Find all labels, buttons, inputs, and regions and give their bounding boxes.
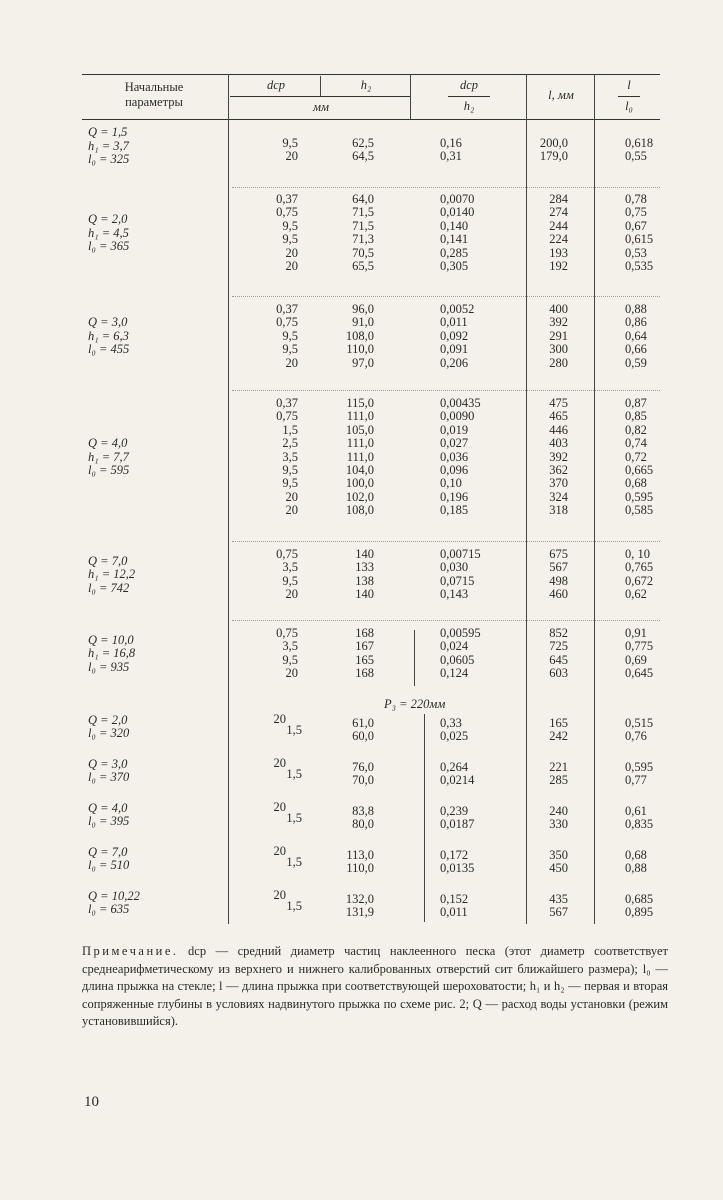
- group-5-ratio-cell: 0,00715: [440, 547, 481, 561]
- group-4-l-cell: 446: [549, 422, 568, 437]
- group-6-d-cell: 9,5: [282, 652, 298, 667]
- group-3-h2-cell: 96,0: [352, 302, 374, 316]
- group-3-l-cell: 280: [549, 355, 568, 370]
- header-params-line1: Начальные: [124, 80, 184, 94]
- group-3-d-cell: 20: [285, 355, 298, 370]
- group-6-h2-cell: 168: [355, 626, 374, 640]
- group-3-ratio-cell: 0,206: [440, 355, 469, 370]
- group-2-d-cell: 20: [285, 259, 298, 273]
- header-ratio-top: [412, 78, 526, 93]
- table-header-rule: [82, 119, 660, 120]
- group-5-ratio-cell: 0,0715: [440, 573, 475, 588]
- group-2-ratio-cell: 0,0140: [440, 205, 475, 220]
- group-5-l-cell: 567: [549, 560, 568, 575]
- group-6-lr-cell: 0,645: [625, 666, 654, 681]
- group-2-d-cell: 9,5: [282, 218, 298, 233]
- col-line-1b: [320, 76, 321, 96]
- block2-group-3-ratio-cell: 0,0187: [440, 817, 475, 832]
- group-3-l-cell: 392: [549, 315, 568, 330]
- group-5-lr-cell: 0,62: [625, 587, 647, 602]
- group-3-lr-cell: 0,86: [625, 315, 647, 330]
- page-number: 10: [84, 1094, 99, 1110]
- group-4-h2-cell: 115,0: [346, 396, 374, 410]
- block2-group-3-lr-cell: 0,835: [625, 817, 654, 832]
- group-5-l-cell: 675: [549, 547, 568, 561]
- header-params: [84, 80, 224, 110]
- group-6-l-cell: 852: [549, 626, 568, 640]
- group-5-lr-cell: 0, 10: [625, 547, 650, 561]
- header-d-cp-text: dср: [266, 78, 286, 92]
- group-2-d-cell: 0,37: [276, 192, 298, 206]
- group-4-l-cell: 392: [549, 449, 568, 464]
- group-4-d-cell: 1,5: [282, 422, 298, 437]
- group-5-h2-cell: 133: [355, 560, 374, 575]
- group-2-lr-cell: 0,535: [625, 259, 654, 273]
- group-3-ratio-cell: 0,092: [440, 328, 469, 343]
- group-4-ratio-cell: 0,096: [440, 463, 469, 477]
- group-6-lr-cell: 0,69: [625, 652, 647, 667]
- group-4-d-cell: 9,5: [282, 476, 298, 491]
- block2-group-4-lr-cell: 0,68: [625, 848, 647, 862]
- group-2-l-cell: 224: [549, 232, 568, 247]
- block2-group-1-l-cell: 242: [549, 729, 568, 744]
- group-separator: [232, 541, 660, 542]
- group-4-ratio-cell: 0,0090: [440, 409, 475, 424]
- group-3-l-cell: 400: [549, 302, 568, 316]
- group-1-d-cell: 20: [285, 149, 298, 164]
- group-1-h2-cell: 64,5: [352, 149, 374, 164]
- group-4-lr-cell: 0,665: [625, 463, 654, 477]
- group-3-h2-cell: 91,0: [352, 315, 374, 330]
- p3-label: P₃ = 220мм: [384, 697, 446, 711]
- group-6-lr-cell: 0,775: [625, 639, 654, 654]
- block2-group-3-params: Q = 4,0 l₀ = 395: [88, 801, 130, 829]
- block2-group-2-h2-cell: 76,0: [352, 760, 374, 774]
- group-2-lr-cell: 0,53: [625, 245, 647, 260]
- group-4-h2-cell: 108,0: [345, 503, 374, 518]
- group-2-ratio-cell: 0,305: [440, 259, 469, 273]
- group-6-ratio-cell: 0,024: [440, 639, 469, 654]
- group-4-h2-cell: 111,0: [346, 436, 374, 451]
- block2-group-5-d-cell: 1,5: [286, 899, 302, 913]
- group-separator: [232, 390, 660, 391]
- col-line-2: [410, 74, 411, 120]
- block2-ratio-line: [424, 714, 425, 922]
- group-2-l-cell: 274: [549, 205, 568, 220]
- block2-group-3-ratio-cell: 0,239: [440, 804, 469, 818]
- block2-group-5-ratio-cell: 0,152: [440, 892, 469, 906]
- block2-group-5-lr-cell: 0,895: [625, 905, 654, 920]
- group-6-params: Q = 10,0 h₁ = 16,8 l₀ = 935: [88, 632, 136, 674]
- table-top-rule: [82, 74, 660, 75]
- block2-group-4-ratio-cell: 0,172: [440, 848, 469, 862]
- group-4-ratio-cell: 0,10: [440, 476, 462, 491]
- block2-group-4-h2-cell: 113,0: [346, 848, 374, 862]
- block2-group-4-d-cell: 20: [273, 844, 286, 858]
- group-4-ratio-cell: 0,185: [440, 503, 469, 518]
- group-4-lr-cell: 0,595: [625, 489, 654, 504]
- block2-group-4-d-cell: 1,5: [286, 855, 302, 869]
- group-2-h2-cell: 70,5: [352, 245, 374, 260]
- group-1-lr-cell: 0,55: [625, 149, 647, 164]
- block2-group-5-params: Q = 10,22 l₀ = 635: [88, 889, 140, 917]
- group-3-lr-cell: 0,88: [625, 302, 647, 316]
- group-2-lr-cell: 0,67: [625, 218, 647, 233]
- group-3-ratio-cell: 0,011: [440, 315, 468, 330]
- group-5-lr-cell: 0,672: [625, 573, 654, 588]
- l-ratio-fraction-line: [618, 96, 640, 97]
- group-1-h2-cell: 62,5: [352, 136, 374, 150]
- block2-group-4-lr-cell: 0,88: [625, 861, 647, 876]
- block2-group-4-ratio-cell: 0,0135: [440, 861, 475, 876]
- block2-group-3-d-cell: 20: [273, 800, 286, 814]
- group-4-ratio-cell: 0,036: [440, 449, 469, 464]
- block2-group-1-h2-cell: 60,0: [352, 729, 374, 744]
- group-4-lr-cell: 0,74: [625, 436, 647, 451]
- header-ratio-bottom-text: h₂: [463, 99, 475, 113]
- group-4-ratio-cell: 0,196: [440, 489, 469, 504]
- group-4-params: Q = 4,0 h₁ = 7,7 l₀ = 595: [88, 436, 130, 477]
- header-l-mm-text: l, мм: [548, 88, 574, 102]
- group-3-d-cell: 9,5: [282, 328, 298, 343]
- group-4-l-cell: 370: [549, 476, 568, 491]
- group-4-l-cell: 475: [549, 396, 568, 410]
- block2-group-1-ratio-cell: 0,025: [440, 729, 469, 744]
- block2-group-2-params: Q = 3,0 l₀ = 370: [88, 757, 130, 785]
- group-3-ratio-cell: 0,0052: [440, 302, 475, 316]
- group-2-lr-cell: 0,615: [625, 232, 654, 247]
- block2-group-5-l-cell: 435: [549, 892, 568, 906]
- group-1-ratio-cell: 0,31: [440, 149, 462, 164]
- group-separator: [232, 187, 660, 188]
- block2-group-2-l-cell: 221: [549, 760, 568, 774]
- group-5-l-cell: 460: [549, 587, 568, 602]
- group-6-ratio-cell: 0,124: [440, 666, 469, 681]
- header-mm-text: мм: [313, 100, 329, 114]
- group-2-l-cell: 244: [549, 218, 568, 233]
- group-3-h2-cell: 110,0: [346, 342, 374, 357]
- mm-span-rule: [230, 96, 410, 97]
- group-2-h2-cell: 71,3: [352, 232, 374, 247]
- group-4-lr-cell: 0,85: [625, 409, 647, 424]
- group-2-ratio-cell: 0,285: [440, 245, 469, 260]
- group-4-ratio-cell: 0,019: [440, 422, 469, 437]
- block2-group-1-ratio-cell: 0,33: [440, 716, 462, 730]
- group-5-ratio-cell: 0,030: [440, 560, 469, 575]
- block2-group-5-h2-cell: 132,0: [345, 892, 374, 906]
- group-1-lr-cell: 0,618: [625, 136, 654, 150]
- group-4-l-cell: 465: [549, 409, 568, 424]
- block2-group-5-l-cell: 567: [549, 905, 568, 920]
- header-mm: [232, 100, 410, 115]
- block2-group-3-l-cell: 330: [549, 817, 568, 832]
- group-4-lr-cell: 0,87: [625, 396, 647, 410]
- group-6-l-cell: 645: [549, 652, 568, 667]
- group-4-d-cell: 0,37: [276, 396, 298, 410]
- block2-group-4-h2-cell: 110,0: [346, 861, 374, 876]
- block2-group-5-lr-cell: 0,685: [625, 892, 654, 906]
- group-4-h2-cell: 100,0: [345, 476, 374, 491]
- group-4-d-cell: 9,5: [282, 463, 298, 477]
- header-h2: [322, 78, 410, 93]
- table-note: [82, 943, 668, 1031]
- group-3-l-cell: 291: [549, 328, 568, 343]
- block2-group-4-l-cell: 450: [549, 861, 568, 876]
- col-line-4: [594, 74, 595, 924]
- block2-group-2-l-cell: 285: [549, 773, 568, 788]
- group-6-d-cell: 3,5: [282, 639, 298, 654]
- group-4-ratio-cell: 0,00435: [440, 396, 481, 410]
- header-ratio-top-text: dср: [459, 78, 479, 92]
- header-params-line2: параметры: [125, 95, 183, 109]
- block2-group-5-ratio-cell: 0,011: [440, 905, 468, 920]
- group-6-ratio-cell: 0,00595: [440, 626, 481, 640]
- group-3-params: Q = 3,0 h₁ = 6,3 l₀ = 455: [88, 315, 130, 357]
- group-4-h2-cell: 111,0: [346, 409, 374, 424]
- group-4-d-cell: 20: [285, 489, 298, 504]
- block2-group-1-params: Q = 2,0 l₀ = 320: [88, 713, 130, 741]
- block2-group-2-d-cell: 1,5: [286, 767, 302, 781]
- group-3-lr-cell: 0,66: [625, 342, 647, 357]
- block2-group-3-h2-cell: 80,0: [352, 817, 374, 832]
- group-2-ratio-cell: 0,140: [440, 218, 469, 233]
- block2-group-3-h2-cell: 83,8: [352, 804, 374, 818]
- group-4-d-cell: 20: [285, 503, 298, 518]
- group-2-ratio-cell: 0,141: [440, 232, 469, 247]
- group-5-d-cell: 9,5: [282, 573, 298, 588]
- group-2-l-cell: 192: [549, 259, 568, 273]
- group-2-l-cell: 193: [549, 245, 568, 260]
- group-2-params: Q = 2,0 h₁ = 4,5 l₀ = 365: [88, 212, 130, 253]
- group-4-h2-cell: 104,0: [345, 463, 374, 477]
- group-2-h2-cell: 65,5: [352, 259, 374, 273]
- block2-group-3-lr-cell: 0,61: [625, 804, 647, 818]
- group-3-d-cell: 0,37: [276, 302, 298, 316]
- group-4-d-cell: 2,5: [282, 436, 298, 451]
- header-l-ratio-bottom: [596, 99, 662, 114]
- group-4-l-cell: 403: [549, 436, 568, 451]
- group-6-h2-cell: 167: [355, 639, 374, 654]
- group-3-d-cell: 0,75: [276, 315, 298, 330]
- block2-group-1-d-cell: 1,5: [286, 723, 302, 737]
- block2-group-2-lr-cell: 0,595: [625, 760, 654, 774]
- group-2-lr-cell: 0,75: [625, 205, 647, 220]
- header-l-ratio-top-text: l: [627, 78, 631, 92]
- group-2-d-cell: 0,75: [276, 205, 298, 220]
- group-6-l-cell: 603: [549, 666, 568, 681]
- block2-group-1-lr-cell: 0,515: [625, 716, 654, 730]
- header-h2-text: h₂: [360, 78, 372, 92]
- block2-group-1-h2-cell: 61,0: [352, 716, 374, 730]
- group-6-d-cell: 20: [285, 666, 298, 681]
- block2-group-1-lr-cell: 0,76: [625, 729, 647, 744]
- group-2-d-cell: 20: [285, 245, 298, 260]
- group-5-d-cell: 3,5: [282, 560, 298, 575]
- block2-group-3-l-cell: 240: [549, 804, 568, 818]
- group-3-h2-cell: 97,0: [352, 355, 374, 370]
- group-4-l-cell: 362: [549, 463, 568, 477]
- block2-group-2-d-cell: 20: [273, 756, 286, 770]
- group-2-h2-cell: 71,5: [352, 218, 374, 233]
- group-2-lr-cell: 0,78: [625, 192, 647, 206]
- group-1-d-cell: 9,5: [282, 136, 298, 150]
- block2-group-1-l-cell: 165: [549, 716, 568, 730]
- group-6-d-cell: 0,75: [276, 626, 298, 640]
- group-2-l-cell: 284: [549, 192, 568, 206]
- block2-group-5-h2-cell: 131,9: [345, 905, 374, 920]
- header-l-ratio-bottom-text: l₀: [625, 99, 633, 113]
- block2-group-2-h2-cell: 70,0: [352, 773, 374, 788]
- block2-group-1-d-cell: 20: [273, 712, 286, 726]
- group-4-lr-cell: 0,72: [625, 449, 647, 464]
- group-5-params: Q = 7,0 h₁ = 12,2 l₀ = 742: [88, 553, 136, 595]
- block2-group-3-d-cell: 1,5: [286, 811, 302, 825]
- group-4-h2-cell: 102,0: [345, 489, 374, 504]
- group-3-d-cell: 9,5: [282, 342, 298, 357]
- note-label: Примечание.: [82, 944, 179, 958]
- group-1-l-cell: 179,0: [539, 149, 568, 164]
- group-3-lr-cell: 0,59: [625, 355, 647, 370]
- group-6-ratio-cell: 0,0605: [440, 652, 475, 667]
- group-1-params: Q = 1,5 h₁ = 3,7 l₀ = 325: [88, 125, 130, 167]
- group-5-ratio-cell: 0,143: [440, 587, 469, 602]
- group-3-lr-cell: 0,64: [625, 328, 647, 343]
- block2-group-5-d-cell: 20: [273, 888, 286, 902]
- block2-group-2-ratio-cell: 0,0214: [440, 773, 475, 788]
- group-3-ratio-cell: 0,091: [440, 342, 469, 357]
- group-4-h2-cell: 111,0: [346, 449, 374, 464]
- group-4-d-cell: 0,75: [276, 409, 298, 424]
- group-6-l-cell: 725: [549, 639, 568, 654]
- group-4-lr-cell: 0,585: [625, 503, 654, 518]
- group-6-h2-cell: 165: [355, 652, 374, 667]
- header-d-cp: [232, 78, 320, 93]
- block2-group-4-l-cell: 350: [549, 848, 568, 862]
- group-1-l-cell: 200,0: [539, 136, 568, 150]
- group-2-d-cell: 9,5: [282, 232, 298, 247]
- group-5-h2-cell: 140: [355, 587, 374, 602]
- block2-group-2-lr-cell: 0,77: [625, 773, 647, 788]
- block2-group-4-params: Q = 7,0 l₀ = 510: [88, 845, 130, 873]
- group-2-ratio-cell: 0,0070: [440, 192, 475, 206]
- group-5-l-cell: 498: [549, 573, 568, 588]
- group-5-d-cell: 20: [285, 587, 298, 602]
- group-4-ratio-cell: 0,027: [440, 436, 469, 451]
- note-text: dср — средний диаметр частиц наклеенного песка (этот диаметр соответствует среднеарифметическому из верхнего и нижнего калиброванных отверстий сит ближайшего размера); l₀ — длина прыжка на стекле; l — длина прыжка при соответствующей шероховатости; h₁ и h₂ — первая и вторая сопряженные глубины в условиях надвинутого прыжка по схеме рис. 2; Q — расход воды установки (режим установившийся).: [82, 944, 668, 1028]
- ratio-fraction-line: [448, 96, 490, 97]
- header-l-ratio-top: [596, 78, 662, 93]
- group-3-l-cell: 300: [549, 342, 568, 357]
- group-4-l-cell: 324: [549, 489, 568, 504]
- group-2-h2-cell: 64,0: [352, 192, 374, 206]
- group-3-h2-cell: 108,0: [345, 328, 374, 343]
- group-5-lr-cell: 0,765: [625, 560, 654, 575]
- group-5-d-cell: 0,75: [276, 547, 298, 561]
- group-separator: [232, 620, 660, 621]
- group-4-lr-cell: 0,82: [625, 422, 647, 437]
- header-l-mm: [528, 88, 594, 103]
- group-5-h2-cell: 138: [355, 573, 374, 588]
- header-ratio-bottom: [412, 99, 526, 114]
- block2-group-2-ratio-cell: 0,264: [440, 760, 469, 774]
- group-2-h2-cell: 71,5: [352, 205, 374, 220]
- group-4-lr-cell: 0,68: [625, 476, 647, 491]
- group6-ratio-line: [414, 630, 415, 686]
- group-1-ratio-cell: 0,16: [440, 136, 462, 150]
- group-4-l-cell: 318: [549, 503, 568, 518]
- group-separator: [232, 296, 660, 297]
- group-5-h2-cell: 140: [355, 547, 374, 561]
- group-4-d-cell: 3,5: [282, 449, 298, 464]
- group-6-lr-cell: 0,91: [625, 626, 647, 640]
- group-4-h2-cell: 105,0: [345, 422, 374, 437]
- group-6-h2-cell: 168: [355, 666, 374, 681]
